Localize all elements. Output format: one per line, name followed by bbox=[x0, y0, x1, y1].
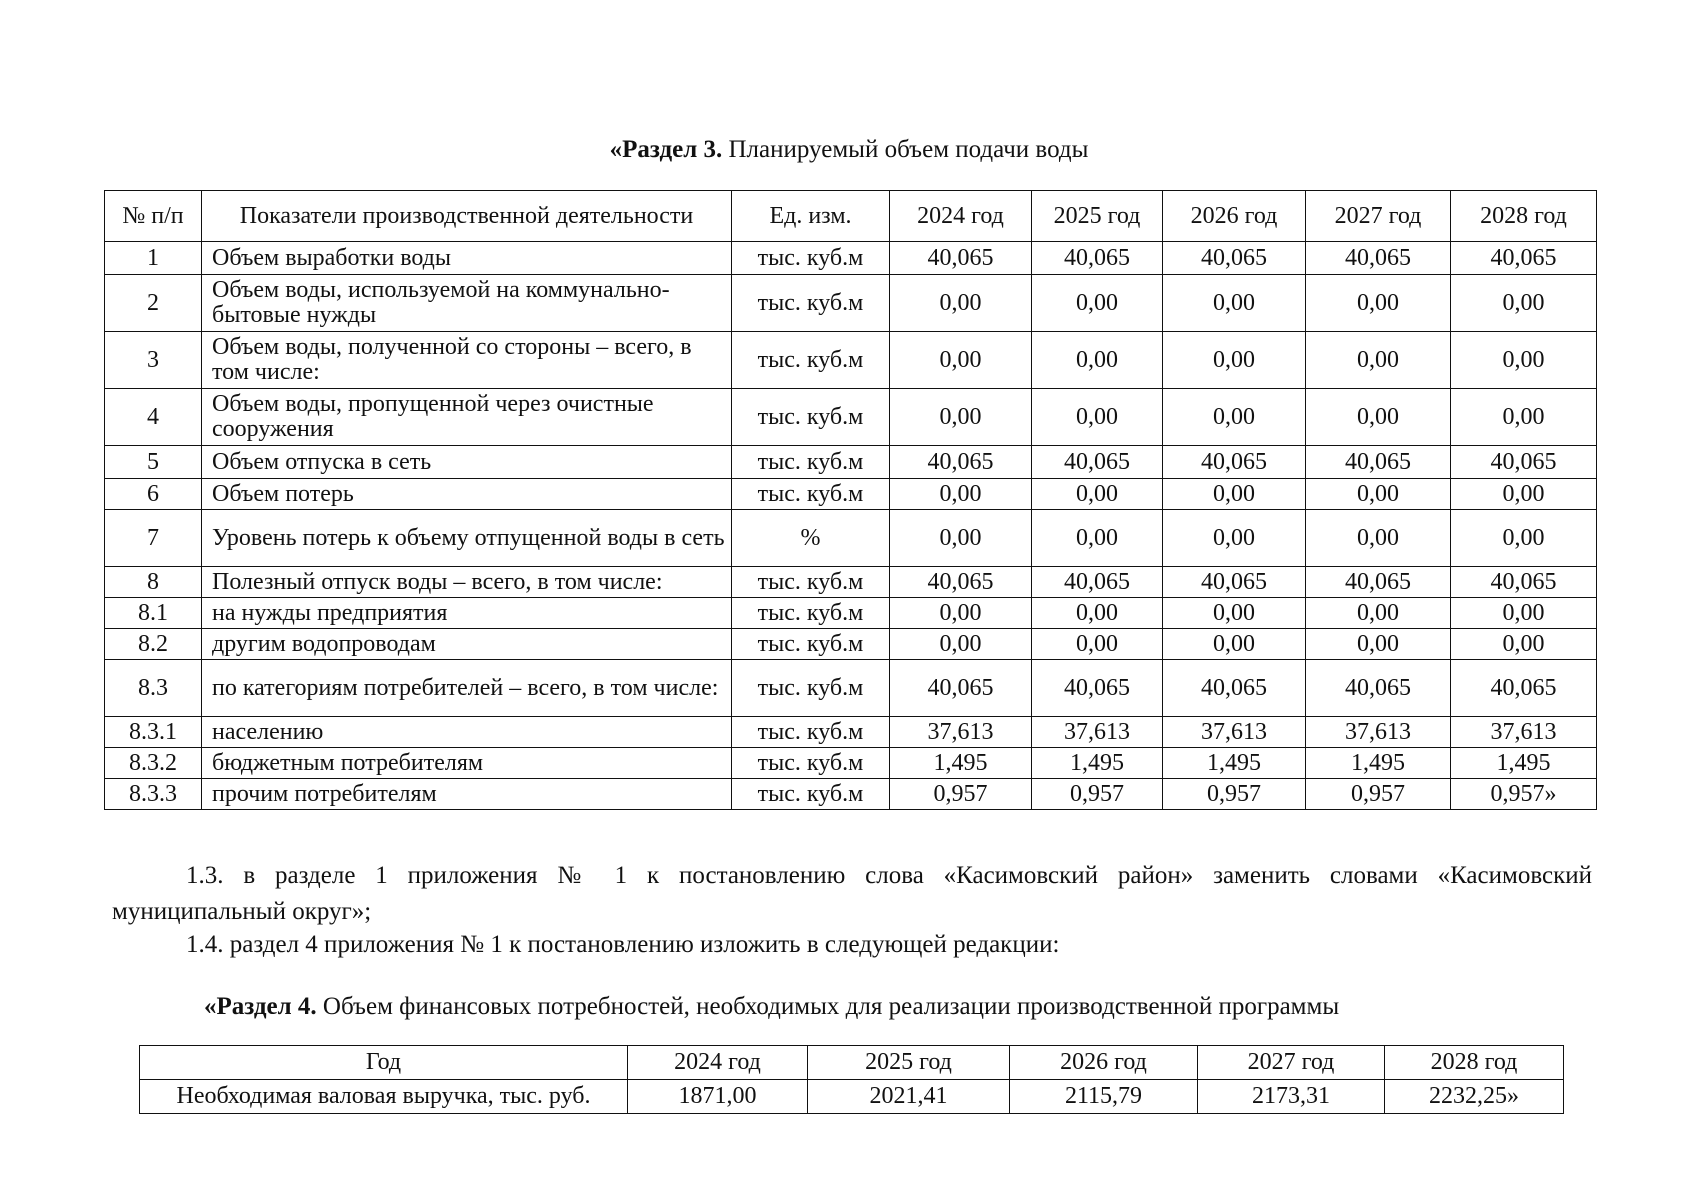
table-row bbox=[105, 567, 1597, 598]
value-cell: 40,065 bbox=[1306, 446, 1451, 479]
value-cell: 0,00 bbox=[890, 389, 1032, 446]
value-cell: 0,00 bbox=[1451, 598, 1597, 629]
indicator-name: другим водопроводам bbox=[202, 629, 732, 660]
table-row bbox=[105, 479, 1597, 510]
value-cell: 40,065 bbox=[1451, 242, 1597, 275]
value-cell: 0,00 bbox=[1163, 598, 1306, 629]
value-cell: 40,065 bbox=[1032, 446, 1163, 479]
unit-cell: тыс. куб.м bbox=[732, 660, 890, 717]
indicator-name: Объем отпуска в сеть bbox=[202, 446, 732, 479]
unit-cell: тыс. куб.м bbox=[732, 598, 890, 629]
value-cell: 40,065 bbox=[1451, 567, 1597, 598]
row-number: 2 bbox=[105, 275, 202, 332]
unit-cell: тыс. куб.м bbox=[732, 779, 890, 810]
value-cell: 0,00 bbox=[1032, 332, 1163, 389]
table-row bbox=[105, 275, 1597, 332]
value-cell: 40,065 bbox=[1163, 660, 1306, 717]
row-number: 4 bbox=[105, 389, 202, 446]
value-cell: 0,00 bbox=[1032, 479, 1163, 510]
table-row bbox=[105, 717, 1597, 748]
value-cell: 0,00 bbox=[1306, 510, 1451, 567]
value-cell: 40,065 bbox=[890, 242, 1032, 275]
value-cell: 1,495 bbox=[1451, 748, 1597, 779]
indicator-name: Полезный отпуск воды – всего, в том числе: bbox=[202, 567, 732, 598]
value-cell: 0,00 bbox=[1306, 479, 1451, 510]
value-cell: 0,00 bbox=[1032, 510, 1163, 567]
table-row bbox=[105, 748, 1597, 779]
row-number: 8.3.1 bbox=[105, 717, 202, 748]
indicator-name: по категориям потребителей – всего, в том числе: bbox=[202, 660, 732, 717]
value-cell: 0,00 bbox=[890, 629, 1032, 660]
section-3-prefix: «Раздел 3. bbox=[609, 136, 723, 163]
value-cell: 1,495 bbox=[1306, 748, 1451, 779]
row-number: 3 bbox=[105, 332, 202, 389]
value-cell: 40,065 bbox=[890, 567, 1032, 598]
row-number: 5 bbox=[105, 446, 202, 479]
value-cell: 1,495 bbox=[1163, 748, 1306, 779]
value-cell: 0,00 bbox=[1306, 389, 1451, 446]
value-cell: 40,065 bbox=[1163, 567, 1306, 598]
value-cell: 1871,00 bbox=[628, 1080, 808, 1114]
section-4-title-text: Объем финансовых потребностей, необходимых для реализации производственной программы bbox=[322, 993, 1340, 1020]
value-cell: 0,00 bbox=[1163, 629, 1306, 660]
table-row bbox=[105, 598, 1597, 629]
value-cell: 1,495 bbox=[1032, 748, 1163, 779]
header-cell: 2027 год bbox=[1198, 1046, 1385, 1080]
header-cell: Показатели производственной деятельности bbox=[202, 191, 732, 242]
value-cell: 0,957 bbox=[890, 779, 1032, 810]
indicator-name: Объем воды, пропущенной через очистные сооружения bbox=[202, 389, 732, 446]
unit-cell: тыс. куб.м bbox=[732, 242, 890, 275]
value-cell: 2232,25» bbox=[1385, 1080, 1564, 1114]
header-cell: Ед. изм. bbox=[732, 191, 890, 242]
value-cell: 0,00 bbox=[1306, 629, 1451, 660]
section-3-title-text: Планируемый объем подачи воды bbox=[728, 136, 1089, 163]
section-3-title bbox=[0, 135, 1698, 165]
value-cell: 40,065 bbox=[1306, 242, 1451, 275]
value-cell: 0,00 bbox=[1163, 332, 1306, 389]
table-row bbox=[140, 1080, 1564, 1114]
table-row bbox=[105, 389, 1597, 446]
value-cell: 0,00 bbox=[1163, 275, 1306, 332]
header-cell: 2027 год bbox=[1306, 191, 1451, 242]
value-cell: 2173,31 bbox=[1198, 1080, 1385, 1114]
table-row bbox=[105, 446, 1597, 479]
value-cell: 0,00 bbox=[1306, 332, 1451, 389]
row-number: 8.3.3 bbox=[105, 779, 202, 810]
indicator-name: Уровень потерь к объему отпущенной воды в сеть bbox=[202, 510, 732, 567]
indicator-name: Объем потерь bbox=[202, 479, 732, 510]
value-cell: 0,00 bbox=[1306, 275, 1451, 332]
value-cell: 0,00 bbox=[1032, 629, 1163, 660]
value-cell: 40,065 bbox=[1451, 446, 1597, 479]
indicator-name: Объем воды, используемой на коммунально-бытовые нужды bbox=[202, 275, 732, 332]
value-cell: 40,065 bbox=[1451, 660, 1597, 717]
header-cell: 2025 год bbox=[1032, 191, 1163, 242]
row-number: 8.1 bbox=[105, 598, 202, 629]
value-cell: 0,00 bbox=[1032, 275, 1163, 332]
value-cell: 0,00 bbox=[1032, 389, 1163, 446]
indicator-name: населению bbox=[202, 717, 732, 748]
paragraph-1-3 bbox=[112, 858, 1592, 930]
value-cell: 40,065 bbox=[1163, 242, 1306, 275]
value-cell: 40,065 bbox=[1032, 660, 1163, 717]
value-cell: 40,065 bbox=[1032, 567, 1163, 598]
value-cell: 40,065 bbox=[890, 446, 1032, 479]
table-row bbox=[105, 242, 1597, 275]
value-cell: 0,957 bbox=[1032, 779, 1163, 810]
unit-cell: тыс. куб.м bbox=[732, 629, 890, 660]
row-number: 1 bbox=[105, 242, 202, 275]
value-cell: 0,00 bbox=[890, 275, 1032, 332]
value-cell: 0,00 bbox=[890, 598, 1032, 629]
value-cell: 2021,41 bbox=[808, 1080, 1010, 1114]
value-cell: 0,00 bbox=[890, 332, 1032, 389]
value-cell: 40,065 bbox=[1306, 660, 1451, 717]
value-cell: 0,00 bbox=[890, 479, 1032, 510]
value-cell: 0,00 bbox=[1451, 332, 1597, 389]
value-cell: 37,613 bbox=[1163, 717, 1306, 748]
value-cell: 0,957 bbox=[1163, 779, 1306, 810]
table-header-row bbox=[105, 191, 1597, 242]
indicator-name: Объем воды, полученной со стороны – всего, в том числе: bbox=[202, 332, 732, 389]
value-cell: 37,613 bbox=[1451, 717, 1597, 748]
table-row bbox=[105, 629, 1597, 660]
header-cell: 2025 год bbox=[808, 1046, 1010, 1080]
water-supply-table bbox=[104, 190, 1597, 810]
indicator-name: на нужды предприятия bbox=[202, 598, 732, 629]
unit-cell: тыс. куб.м bbox=[732, 567, 890, 598]
unit-cell: тыс. куб.м bbox=[732, 275, 890, 332]
value-cell: 0,00 bbox=[1451, 389, 1597, 446]
table-header-row bbox=[140, 1046, 1564, 1080]
indicator-name: бюджетным потребителям bbox=[202, 748, 732, 779]
table-row bbox=[105, 660, 1597, 717]
unit-cell: тыс. куб.м bbox=[732, 332, 890, 389]
unit-cell: тыс. куб.м bbox=[732, 748, 890, 779]
paragraph-1-3-line-1: 1.3. в разделе 1 приложения № 1 к постановлению слова «Касимовский район» заменить словами «Касимовский bbox=[186, 862, 1592, 889]
row-number: 8 bbox=[105, 567, 202, 598]
value-cell: 0,00 bbox=[1451, 275, 1597, 332]
unit-cell: % bbox=[732, 510, 890, 567]
value-cell: 0,00 bbox=[1163, 479, 1306, 510]
value-cell: 0,00 bbox=[1032, 598, 1163, 629]
header-cell: № п/п bbox=[105, 191, 202, 242]
row-number: 7 bbox=[105, 510, 202, 567]
value-cell: 37,613 bbox=[1306, 717, 1451, 748]
value-cell: 2115,79 bbox=[1010, 1080, 1198, 1114]
unit-cell: тыс. куб.м bbox=[732, 479, 890, 510]
unit-cell: тыс. куб.м bbox=[732, 717, 890, 748]
value-cell: 1,495 bbox=[890, 748, 1032, 779]
indicator-name: Объем выработки воды bbox=[202, 242, 732, 275]
row-number: 8.3.2 bbox=[105, 748, 202, 779]
value-cell: 0,00 bbox=[1451, 510, 1597, 567]
header-cell: 2028 год bbox=[1451, 191, 1597, 242]
header-cell: 2026 год bbox=[1163, 191, 1306, 242]
section-4-prefix: «Раздел 4. bbox=[204, 993, 317, 1020]
value-cell: 0,957» bbox=[1451, 779, 1597, 810]
value-cell: 0,957 bbox=[1306, 779, 1451, 810]
paragraph-1-4: 1.4. раздел 4 приложения № 1 к постановлению изложить в следующей редакции: bbox=[186, 931, 1060, 958]
header-cell: 2028 год bbox=[1385, 1046, 1564, 1080]
value-cell: 40,065 bbox=[890, 660, 1032, 717]
row-number: 6 bbox=[105, 479, 202, 510]
row-number: 8.3 bbox=[105, 660, 202, 717]
unit-cell: тыс. куб.м bbox=[732, 446, 890, 479]
value-cell: 40,065 bbox=[1163, 446, 1306, 479]
row-number: 8.2 bbox=[105, 629, 202, 660]
value-cell: 0,00 bbox=[1451, 629, 1597, 660]
value-cell: 40,065 bbox=[1032, 242, 1163, 275]
paragraph-1-3-line-2: муниципальный округ»; bbox=[112, 898, 372, 925]
unit-cell: тыс. куб.м bbox=[732, 389, 890, 446]
table-row bbox=[105, 510, 1597, 567]
value-cell: 40,065 bbox=[1306, 567, 1451, 598]
value-cell: 0,00 bbox=[1163, 389, 1306, 446]
financial-needs-table bbox=[139, 1045, 1564, 1114]
value-cell: 0,00 bbox=[890, 510, 1032, 567]
header-cell: 2024 год bbox=[890, 191, 1032, 242]
value-cell: 37,613 bbox=[1032, 717, 1163, 748]
header-cell: 2024 год bbox=[628, 1046, 808, 1080]
row-label: Необходимая валовая выручка, тыс. руб. bbox=[140, 1080, 628, 1114]
value-cell: 0,00 bbox=[1163, 510, 1306, 567]
table-row bbox=[105, 332, 1597, 389]
indicator-name: прочим потребителям bbox=[202, 779, 732, 810]
value-cell: 0,00 bbox=[1306, 598, 1451, 629]
value-cell: 37,613 bbox=[890, 717, 1032, 748]
header-cell: Год bbox=[140, 1046, 628, 1080]
header-cell: 2026 год bbox=[1010, 1046, 1198, 1080]
value-cell: 0,00 bbox=[1451, 479, 1597, 510]
table-row bbox=[105, 779, 1597, 810]
section-4-title bbox=[204, 992, 1339, 1022]
